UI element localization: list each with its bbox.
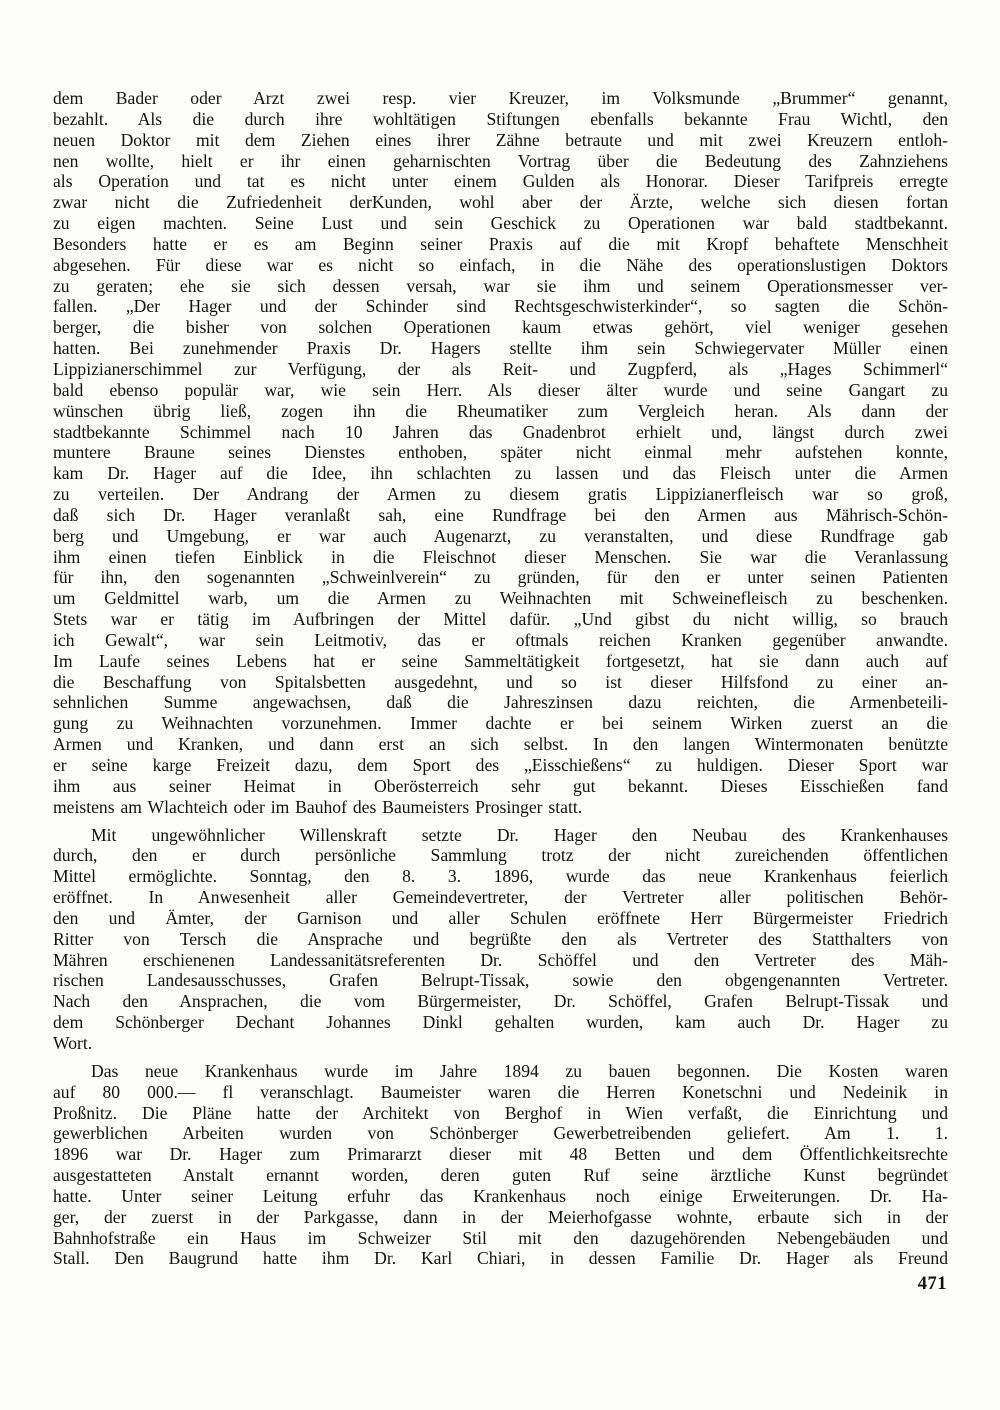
- text-line: Mähren erschienenen Landessanitätsreferenten Dr. Schöffel und den Vertreter des Mäh-: [53, 949, 948, 970]
- text-line: zu eigen machten. Seine Lust und sein Geschick zu Operationen war bald stadtbekannt.: [53, 213, 948, 234]
- text-line: gung zu Weihnachten vorzunehmen. Immer dachte er bei seinem Wirken zuerst an die: [53, 713, 948, 734]
- text-line: eröffnet. In Anwesenheit aller Gemeindevertreter, der Vertreter aller politischen Behör-: [53, 887, 948, 908]
- text-line: berg und Umgebung, er war auch Augenarzt, zu veranstalten, und diese Rundfrage gab: [53, 525, 948, 546]
- text-line: Armen und Kranken, und dann erst an sich selbst. In den langen Wintermonaten benützte: [53, 734, 948, 755]
- text-line: ger, der zuerst in der Parkgasse, dann in der Meierhofgasse wohnte, erbaute sich in der: [53, 1206, 948, 1227]
- text-block: [53, 88, 948, 1276]
- text-line: Das neue Krankenhaus wurde im Jahre 1894 zu bauen begonnen. Die Kosten waren: [91, 1060, 948, 1081]
- text-line: Mit ungewöhnlicher Willenskraft setzte Dr. Hager den Neubau des Krankenhauses: [91, 824, 948, 845]
- text-line: bald ebenso populär war, wie sein Herr. Als dieser älter wurde und seine Gangart zu: [53, 379, 948, 400]
- text-line: abgesehen. Für diese war es nicht so einfach, in die Nähe des operationslustigen Doktors: [53, 254, 948, 275]
- text-line: sehnlichen Summe angewachsen, daß die Jahreszinsen dazu reichten, die Armenbeteili-: [53, 692, 948, 713]
- text-line: die Beschaffung von Spitalsbetten ausgedehnt, und so ist dieser Hilfsfond zu einer an-: [53, 671, 948, 692]
- text-line: muntere Braune seines Dienstes enthoben, später nicht einmal mehr aufstehen konnte,: [53, 442, 948, 463]
- text-line: ausgestatteten Anstalt ernannt worden, deren guten Ruf seine ärztliche Kunst begründet: [53, 1165, 948, 1186]
- text-line: hatte. Unter seiner Leitung erfuhr das Krankenhaus noch einige Erweiterungen. Dr. Ha-: [53, 1185, 948, 1206]
- text-line: ich Gewalt“, war sein Leitmotiv, das er oftmals reichen Kranken gegenüber anwandte.: [53, 629, 948, 650]
- paragraph: [53, 88, 948, 818]
- text-line: Wort.: [53, 1032, 93, 1053]
- text-line: wünschen übrig ließ, zogen ihn die Rheumatiker zum Vergleich heran. Als dann der: [53, 400, 948, 421]
- text-line: Nach den Ansprachen, die vom Bürgermeister, Dr. Schöffel, Grafen Belrupt-Tissak und: [53, 991, 948, 1012]
- text-line: daß sich Dr. Hager veranlaßt sah, eine Rundfrage bei den Armen aus Mährisch-Schön-: [53, 504, 948, 525]
- text-line: zwar nicht die Zufriedenheit derKunden, wohl aber der Ärzte, welche sich diesen fortan: [53, 192, 948, 213]
- text-line: neuen Doktor mit dem Ziehen eines ihrer Zähne betraute und mit zwei Kreuzern entloh-: [53, 129, 948, 150]
- text-line: dem Bader oder Arzt zwei resp. vier Kreuzer, im Volksmunde „Brummer“ genannt,: [53, 88, 948, 108]
- text-line: ihm aus seiner Heimat in Oberösterreich sehr gut bekannt. Dieses Eisschießen fand: [53, 775, 948, 796]
- text-line: zu geraten; ehe sie sich dessen versah, war sie ihm und seinem Operationsmesser ver-: [53, 275, 948, 296]
- text-line: ihm einen tiefen Einblick in die Fleischnot dieser Menschen. Sie war die Veranlassung: [53, 546, 948, 567]
- text-line: Lippizianerschimmel zur Verfügung, der als Reit- und Zugpferd, als „Hages Schimmerl“: [53, 358, 948, 379]
- text-line: fallen. „Der Hager und der Schinder sind Rechtsgeschwisterkinder“, so sagten die Schön-: [53, 296, 948, 317]
- text-line: Stall. Den Baugrund hatte ihm Dr. Karl Chiari, in dessen Familie Dr. Hager als Freund: [53, 1248, 948, 1269]
- text-line: meistens am Wlachteich oder im Bauhof des Baumeisters Prosinger statt.: [53, 796, 583, 817]
- text-line: rischen Landesausschusses, Grafen Belrupt-Tissak, sowie den obgengenannten Vertreter.: [53, 970, 948, 991]
- text-line: gewerblichen Arbeiten wurden von Schönberger Gewerbetreibenden geliefert. Am 1. 1.: [53, 1123, 948, 1144]
- text-line: er seine karge Freizeit dazu, dem Sport des „Eisschießens“ zu huldigen. Dieser Sport war: [53, 755, 948, 775]
- text-line: hatten. Bei zunehmender Praxis Dr. Hagers stellte ihm sein Schwiegervater Müller einen: [53, 338, 948, 359]
- text-line: berger, die bisher von solchen Operationen kaum etwas gehört, viel weniger gesehen: [53, 317, 948, 338]
- text-line: Proßnitz. Die Pläne hatte der Architekt von Berghof in Wien verfaßt, die Einrichtung und: [53, 1102, 948, 1123]
- paragraph: [53, 1061, 948, 1269]
- text-line: für ihn, den sogenannten „Schweinlverein“ zu gründen, für den er unter seinen Patienten: [53, 567, 948, 588]
- text-line: nen wollte, hielt er ihr einen geharnischten Vortrag über die Bedeutung des Zahnziehens: [53, 150, 948, 171]
- text-line: 1896 war Dr. Hager zum Primararzt dieser mit 48 Betten und dem Öffentlichkeitsrechte: [53, 1144, 948, 1165]
- page-number: 471: [917, 1274, 947, 1294]
- text-line: den und Ämter, der Garnison und aller Schulen eröffnete Herr Bürgermeister Friedrich: [53, 907, 948, 928]
- text-line: Besonders hatte er es am Beginn seiner Praxis auf die mit Kropf behaftete Menschheit: [53, 233, 948, 254]
- text-line: als Operation und tat es nicht unter einem Gulden als Honorar. Dieser Tarifpreis erregte: [53, 171, 948, 192]
- text-line: Im Laufe seines Lebens hat er seine Sammeltätigkeit fortgesetzt, hat sie dann auch auf: [53, 650, 948, 671]
- text-line: Ritter von Tersch die Ansprache und begrüßte den als Vertreter des Statthalters von: [53, 928, 948, 949]
- text-line: zu verteilen. Der Andrang der Armen zu diesem gratis Lippizianerfleisch war so groß,: [53, 484, 948, 505]
- text-line: auf 80 000.— fl veranschlagt. Baumeister waren die Herren Konetschni und Nedeinik in: [53, 1081, 948, 1102]
- text-line: dem Schönberger Dechant Johannes Dinkl gehalten wurden, kam auch Dr. Hager zu: [53, 1012, 948, 1033]
- text-line: Mittel ermöglichte. Sonntag, den 8. 3. 1896, wurde das neue Krankenhaus feierlich: [53, 866, 948, 887]
- text-line: kam Dr. Hager auf die Idee, ihn schlachten zu lassen und das Fleisch unter die Armen: [53, 463, 948, 484]
- text-line: Stets war er tätig im Aufbringen der Mittel dafür. „Und gibst du nicht willig, so brauch: [53, 609, 948, 630]
- text-line: stadtbekannte Schimmel nach 10 Jahren das Gnadenbrot erhielt und, längst durch zwei: [53, 421, 948, 442]
- text-line: um Geldmittel warb, um die Armen zu Weihnachten mit Schweinefleisch zu beschenken.: [53, 588, 948, 609]
- text-line: durch, den er durch persönliche Sammlung trotz der nicht zureichenden öffentlichen: [53, 845, 948, 866]
- text-line: bezahlt. Als die durch ihre wohltätigen Stiftungen ebenfalls bekannte Frau Wichtl, den: [53, 108, 948, 129]
- paragraph: [53, 825, 948, 1054]
- text-line: Bahnhofstraße ein Haus im Schweizer Stil mit den dazugehörenden Nebengebäuden und: [53, 1227, 948, 1248]
